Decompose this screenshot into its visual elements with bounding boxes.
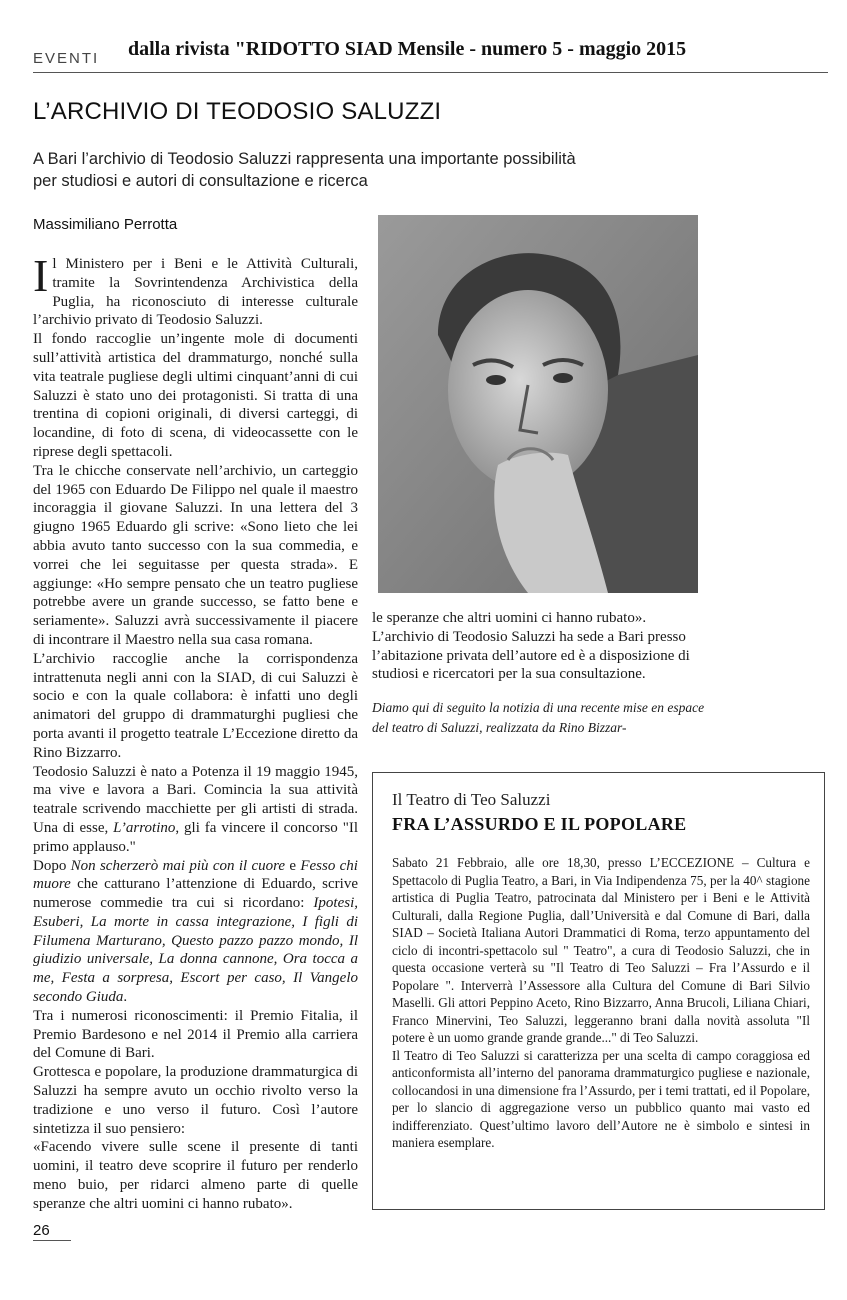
- paragraph: Grottesca e popolare, la produzione drammaturgica di Saluzzi ha sempre avuto un occhio rivolto verso la tradizione e uno verso il futuro. Così l’autore sintetizza il suo pensiero:: [33, 1064, 358, 1137]
- paragraph: Sabato 21 Febbraio, alle ore 18,30, presso L’ECCEZIONE – Cultura e Spettacolo di Puglia Teatro, a Bari, in Via Indipendenza 75, per la 40^ stagione artistica di Puglia Teatro, patrocinata dal Ministero per i Beni e le Attività Culturali, dalla Regione Puglia, dall’Università e dal Comune di Bari, dalla SIAD – Società Italiana Autori Drammatici di Roma, terzo appuntamento del ciclo di incontri-spettacolo sul " Teatro", a cura di Teodosio Saluzzi, che in questa occasione verterà su "Il Teatro di Teo Saluzzi – Fra l’Assurdo e il Popolare ". Interverrà l’Assessore alla Cultura del Comune di Bari Silvio Maselli. Gli attori Peppino Aceto, Rino Bizzarro, Anna Brucoli, Liliana Chiari, Franco Minervini, Teo Saluzzi, leggeranno brani dalla novità assoluta "Il potere è un uomo grande grande grande..." di Teo Saluzzi.: [392, 855, 810, 1045]
- portrait-image: [378, 215, 698, 593]
- article-lead: A Bari l’archivio di Teodosio Saluzzi rappresenta una importante possibilità per studiosi e autori di consultazione e ricerca: [33, 150, 576, 190]
- article-author: Massimiliano Perrotta: [33, 216, 178, 233]
- article-title: L’ARCHIVIO DI TEODOSIO SALUZZI: [33, 98, 442, 125]
- paragraph: Tra i numerosi riconoscimenti: il Premio Fitalia, il Premio Bardesono e nel 2014 il Premio alla carriera del Comune di Bari.: [33, 1007, 358, 1062]
- source-line: dalla rivista "RIDOTTO SIAD Mensile - numero 5 - maggio 2015: [128, 38, 687, 60]
- event-box-heading: Il Teatro di Teo Saluzzi: [392, 790, 551, 809]
- paragraph: Il Teatro di Teo Saluzzi si caratterizza per una scelta di campo coraggiosa ed anticonformista all’interno del panorama drammaturgico pugliese e nazionale, collocandosi in una dimensione fra l’Assurdo, per i temi trattati, ed il Popolare, per lo slancio di aggregazione verso un pubblico quanto mai vasto ed indifferenziato. Quest’ultimo lavoro dell’Autore ne è simbolo e sintesi in maniera esemplare.: [392, 1047, 810, 1150]
- intro-note: Diamo qui di seguito la notizia di una recente mise en espace del teatro di Saluzzi, realizzata da Rino Bizzar-: [372, 700, 705, 736]
- paragraph: Dopo Non scherzerò mai più con il cuore e Fesso chi muore che catturano l’attenzione di Eduardo, scrive numerose commedie tra cui si ricordano: Ipotesi, Esuberi, La morte in cassa integrazione, I figli di Filumena Marturano, Questo pazzo pazzo mondo, Il giudizio universale, La donna cannone, Ora tocca a me, Festa a sorpresa, Escort per caso, Il Vangelo secondo Giuda.: [33, 857, 358, 1006]
- paragraph: L’archivio di Teodosio Saluzzi ha sede a Bari presso l’abitazione privata dell’autore ed è a disposizione di studiosi e ricercatori per la sua consultazione.: [372, 628, 690, 683]
- event-box-title: FRA L’ASSURDO E IL POPOLARE: [392, 814, 687, 834]
- page-number: 26: [33, 1222, 50, 1239]
- paragraph: «Facendo vivere sulle scene il presente di tanti uomini, il teatro deve scoprire il futuro per renderlo meno buio, per ridarci almeno parte di quelle speranze che altri uomini ci hanno rubato».: [33, 1139, 358, 1212]
- paragraph: Tra le chicche conservate nell’archivio, un carteggio del 1965 con Eduardo De Filippo nel quale il maestro incoraggia il giovane Saluzzi. In una lettera del 3 giugno 1965 Eduardo gli scrive: «Sono lieto che lei abbia avuto tanto successo con la sua commedia, e vorrei che lei seguitasse per questa strada». E aggiunge: «Ho sempre pensato che un teatro pugliese potrebbe avere un grande successo, se fatto bene e seriamente». Saluzzi avrà successivamente il piacere di incontrare il Maestro nella sua casa romana.: [33, 462, 358, 648]
- drop-cap: I: [33, 250, 49, 301]
- section-label: EVENTI: [33, 50, 100, 67]
- article-right-column: [372, 609, 707, 738]
- header-divider: [33, 72, 828, 73]
- article-left-column: [33, 250, 358, 1214]
- event-box-body: [392, 854, 810, 1152]
- paragraph: Teodosio Saluzzi è nato a Potenza il 19 maggio 1945, ma vive e lavora a Bari. Comincia la sua attività teatrale scrivendo macchiette per gli artisti di strada. Una di esse, L’arrotino, gli fa vincere il concorso "Il primo applauso.": [33, 763, 358, 855]
- paragraph: Il Ministero per i Beni e le Attività Culturali, tramite la Sovrintendenza Archivistica della Puglia, ha riconosciuto di interesse culturale l’archivio privato di Teodosio Saluzzi.: [33, 250, 358, 329]
- author-photo: [378, 215, 698, 593]
- paragraph: L’archivio raccoglie anche la corrispondenza intrattenuta negli anni con la SIAD, di cui Saluzzi è socio e con la quale collabora: è infatti uno degli animatori del gruppo di drammaturghi pugliesi che porta avanti il progetto teatrale L’Eccezione diretto da Rino Bizzarro.: [33, 650, 358, 761]
- paragraph: le speranze che altri uomini ci hanno rubato».: [372, 610, 647, 626]
- page-number-rule: [33, 1240, 71, 1241]
- paragraph: Il fondo raccoglie un’ingente mole di documenti sull’attività artistica del drammaturgo, nonché sulla vita teatrale pugliese degli ultimi cinquant’anni di cui Saluzzi è stato uno dei protagonisti. Si tratta di una trentina di copioni originali, di diversi carteggi, di locandine, di foto di scena, di videocassette con le riprese degli spettacoli.: [33, 331, 358, 460]
